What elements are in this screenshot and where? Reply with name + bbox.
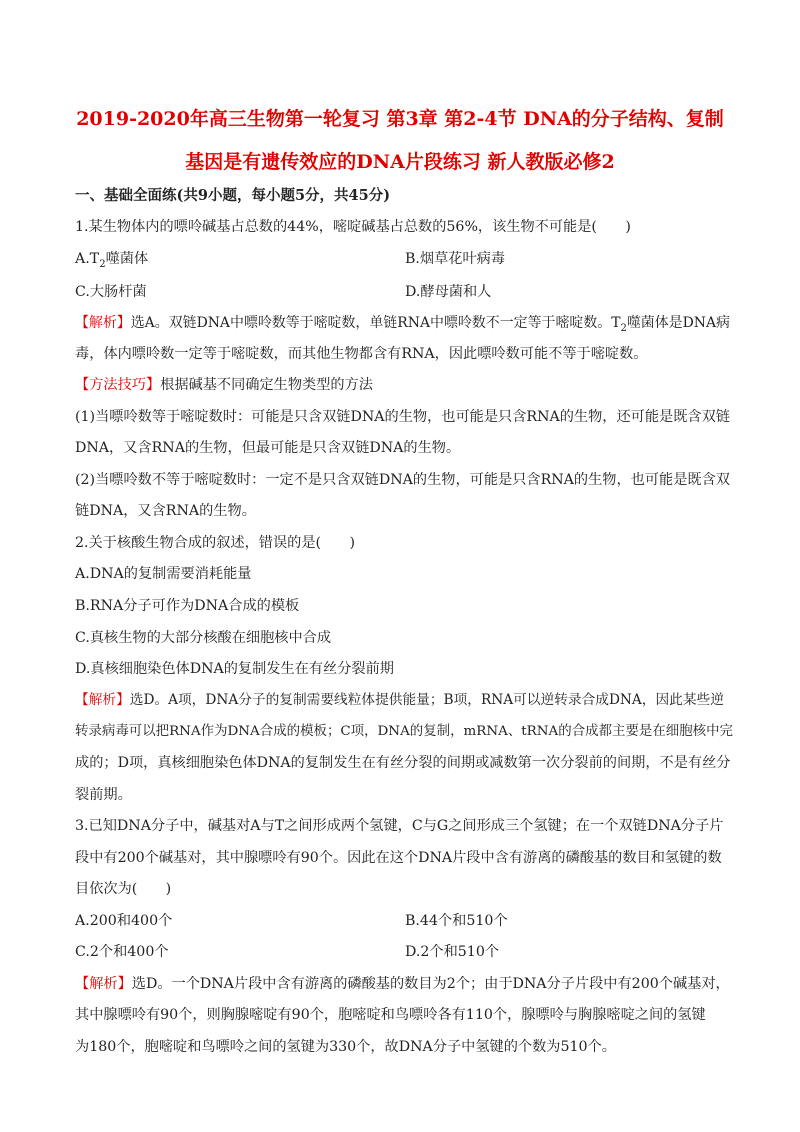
q3-option-c: C.2个和400个 D.2个和510个	[75, 944, 500, 960]
analysis-tag: 【解析】	[75, 315, 131, 331]
q2-option-a: A.DNA的复制需要消耗能量	[75, 566, 252, 582]
q1-analysis-line-2: 毒，体内嘌呤数一定等于嘧啶数，而其他生物都含有RNA，因此嘌呤数可能不等于嘧啶数。	[75, 346, 648, 362]
section-heading: 一、基础全面练(共9小题，每小题5分，共45分)	[75, 187, 391, 204]
q2-option-d: D.真核细胞染色体DNA的复制发生在有丝分裂前期	[75, 661, 394, 677]
q1-option-a: $A.T_2$噬菌体 B.烟草花叶病毒	[75, 251, 506, 270]
q3-stem-line-2: 段中有200个碱基对，其中腺嘌呤有90个。因此在这个DNA片段中含有游离的磷酸基的数目和氢键的数	[75, 850, 722, 866]
q2-analysis-line-4: 裂前期。	[75, 787, 132, 803]
q1-analysis-line-1: 【解析】选A。双链DNA中嘌呤数等于嘧啶数，单链RNA中嘌呤数不一定等于嘧啶数。$T_2$噬菌体是DNA病	[75, 315, 730, 334]
analysis-tag: 【解析】	[75, 976, 132, 992]
q3-stem-line-3: 目依次为( )	[75, 881, 172, 897]
q3-option-a: A.200和400个 B.44个和510个	[75, 913, 508, 929]
method-tag: 【方法技巧】	[75, 377, 161, 393]
q2-stem: 2.关于核酸生物合成的叙述，错误的是( )	[75, 535, 355, 551]
q3-analysis-line-1: 【解析】选D。一个DNA片段中含有游离的磷酸基的数目为2个；由于DNA分子片段中有200个碱基对，	[75, 976, 730, 992]
q1-option-d: D.酵母菌和人	[405, 284, 492, 300]
q3-analysis-line-3: 为180个，胞嘧啶和鸟嘌呤之间的氢键为330个，故DNA分子中氢键的个数为510个。	[75, 1039, 616, 1055]
q2-option-b: B.RNA分子可作为DNA合成的模板	[75, 598, 300, 614]
q3-stem-line-1: 3.已知DNA分子中，碱基对A与T之间形成两个氢键，C与G之间形成三个氢键；在一个双链DNA分子片	[75, 818, 724, 834]
q1-method-heading: 【方法技巧】根据碱基不同确定生物类型的方法	[75, 377, 373, 393]
q2-option-c: C.真核生物的大部分核酸在细胞核中合成	[75, 630, 332, 646]
q2-analysis-line-2: 转录病毒可以把RNA作为DNA合成的模板；C项，DNA的复制，mRNA、tRNA的合成都主要是在细胞核中完	[75, 724, 733, 739]
q1-stem: 1.某生物体内的嘌呤碱基占总数的44%，嘧啶碱基占总数的56%，该生物不可能是( )	[75, 219, 631, 235]
analysis-tag: 【解析】	[75, 692, 130, 708]
q2-analysis-line-3: 成的；D项，真核细胞染色体DNA的复制发生在有丝分裂的间期或减数第一次分裂前的间期，不是有丝分	[75, 755, 731, 771]
q3-option-b: B.44个和510个	[405, 913, 508, 929]
q2-analysis-line-1: 【解析】选D。A项，DNA分子的复制需要线粒体提供能量；B项，RNA可以逆转录合成DNA，因此某些逆	[75, 692, 724, 708]
q1-method-1-line-2: DNA，又含RNA的生物，但最可能是只含双链DNA的生物。	[75, 440, 461, 456]
q1-method-2-line-2: 链DNA，又含RNA的生物。	[75, 503, 256, 519]
q1-method-1-line-1: (1)当嘌呤数等于嘧啶数时：可能是只含双链DNA的生物，也可能是只含RNA的生物，还可能是既含双链	[75, 409, 730, 425]
q1-method-2-line-1: (2)当嘌呤数不等于嘧啶数时：一定不是只含双链DNA的生物，可能是只含RNA的生物，也可能是既含双	[75, 472, 730, 488]
document-title-line-2: 基因是有遗传效应的DNA片段练习 新人教版必修2	[185, 151, 615, 173]
q1-option-b: B.烟草花叶病毒	[405, 251, 506, 267]
q1-option-c: C.大肠杆菌 D.酵母菌和人	[75, 284, 492, 300]
q3-analysis-line-2: 其中腺嘌呤有90个，则胸腺嘧啶有90个，胞嘧啶和鸟嘌呤各有110个，腺嘌呤与胸腺嘧啶之间的氢键	[75, 1007, 706, 1023]
document-title-line-1: 2019-2020年高三生物第一轮复习 第3章 第2-4节 DNA的分子结构、复制	[76, 108, 724, 130]
q3-option-d: D.2个和510个	[405, 944, 500, 960]
